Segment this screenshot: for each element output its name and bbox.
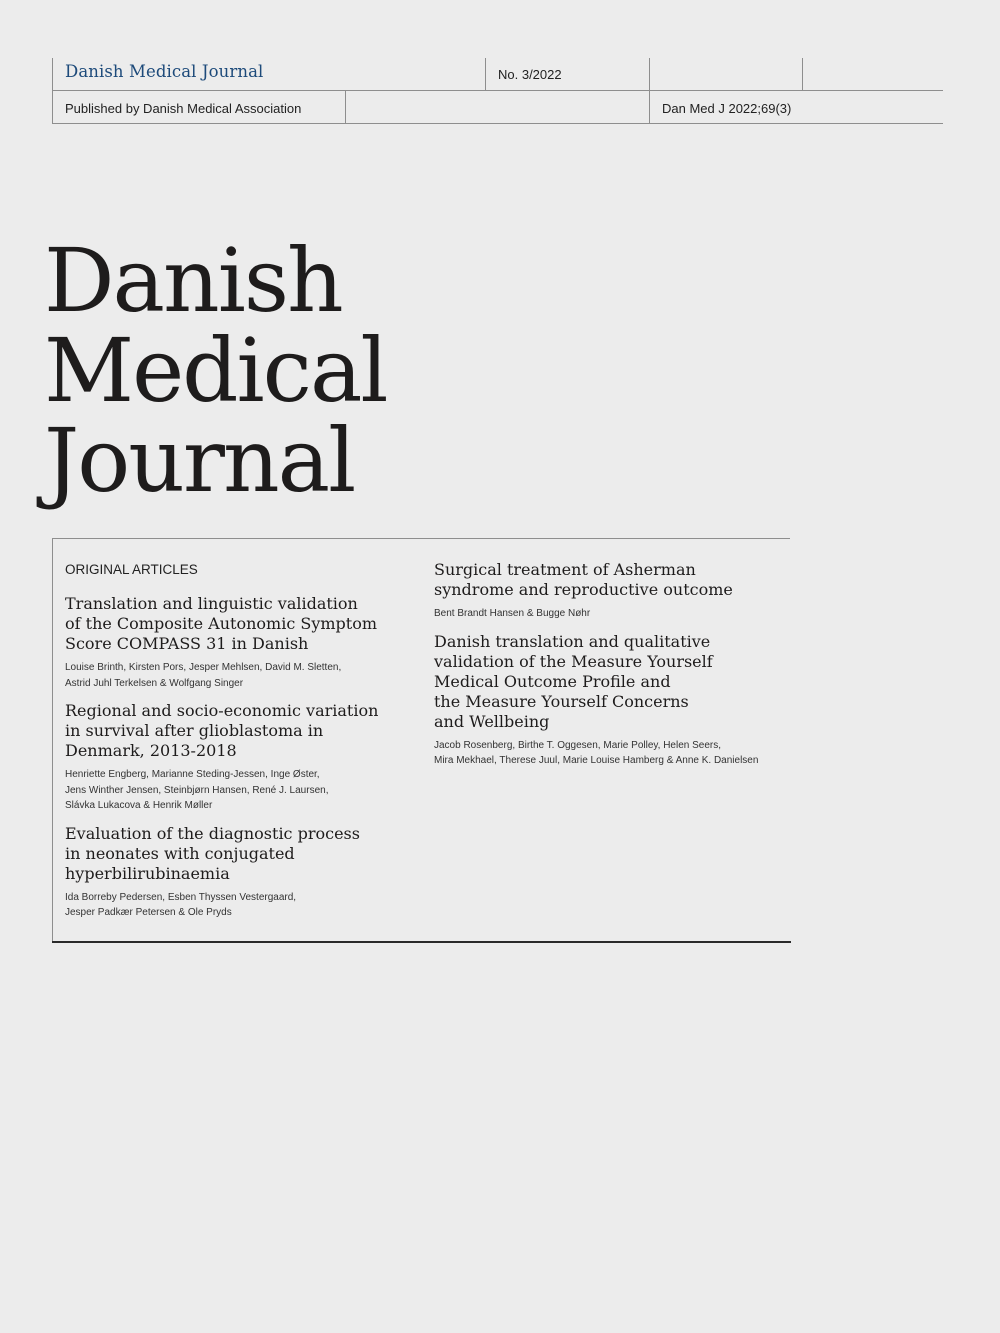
article-title[interactable]: Evaluation of the diagnostic process in neonates with conjugated hyperbilirubinaemia bbox=[65, 823, 360, 883]
header-divider-citation bbox=[649, 58, 650, 124]
article-authors: Louise Brinth, Kirsten Pors, Jesper Mehlsen, David M. Sletten, Astrid Juhl Terkelsen & Wolfgang Singer bbox=[65, 662, 342, 689]
article-item[interactable] bbox=[65, 701, 405, 814]
header-rule-bottom bbox=[52, 123, 943, 124]
right-article-column bbox=[434, 560, 784, 779]
article-authors: Jacob Rosenberg, Birthe T. Oggesen, Marie Polley, Helen Seers, Mira Mekhael, Therese Juul, Marie Louise Hamberg & Anne K. Danielsen bbox=[434, 739, 759, 766]
header-citation: Dan Med J 2022;69(3) bbox=[662, 101, 792, 116]
article-title[interactable]: Translation and linguistic validation of the Composite Autonomic Symptom Score COMPASS 31 in Danish bbox=[65, 594, 378, 653]
header-journal-name: Danish Medical Journal bbox=[65, 62, 264, 81]
masthead-line-1: Danish bbox=[44, 229, 342, 332]
header-divider-issue bbox=[485, 58, 486, 91]
left-article-column bbox=[65, 594, 405, 931]
article-authors: Henriette Engberg, Marianne Steding-Jessen, Inge Øster, Jens Winther Jensen, Steinbjørn Hansen, René J. Laursen, Slávka Lukacova & Henrik Møller bbox=[65, 769, 329, 811]
section-label: ORIGINAL ARTICLES bbox=[65, 562, 198, 577]
article-item[interactable] bbox=[65, 594, 405, 691]
article-item[interactable] bbox=[65, 824, 405, 921]
article-item[interactable] bbox=[434, 560, 784, 622]
masthead-line-2: Medical bbox=[44, 319, 387, 422]
header-publisher: Published by Danish Medical Association bbox=[65, 101, 302, 116]
article-title[interactable]: Regional and socio-economic variation in survival after glioblastoma in Denmark, 2013-2018 bbox=[65, 701, 379, 760]
article-authors: Bent Brandt Hansen & Bugge Nøhr bbox=[434, 608, 591, 619]
article-authors: Ida Borreby Pedersen, Esben Thyssen Vestergaard, Jesper Padkær Petersen & Ole Pryds bbox=[65, 891, 297, 918]
contents-left-rule bbox=[52, 538, 53, 942]
header-divider-center bbox=[345, 90, 346, 124]
article-item[interactable] bbox=[434, 632, 784, 769]
contents-top-rule bbox=[52, 538, 790, 539]
header-divider-right bbox=[802, 58, 803, 91]
header-divider-left bbox=[52, 58, 53, 124]
masthead-title bbox=[44, 229, 387, 512]
header-issue-number: No. 3/2022 bbox=[498, 67, 562, 82]
article-title[interactable]: Surgical treatment of Asherman syndrome and reproductive outcome bbox=[434, 560, 733, 599]
article-title[interactable]: Danish translation and qualitative validation of the Measure Yourself Medical Outcome Profile and the Measure Yourself Concerns and Wellbeing bbox=[434, 631, 713, 731]
masthead-line-3: Journal bbox=[44, 409, 355, 512]
header-rule-middle bbox=[52, 90, 943, 91]
contents-bottom-rule bbox=[52, 941, 791, 943]
